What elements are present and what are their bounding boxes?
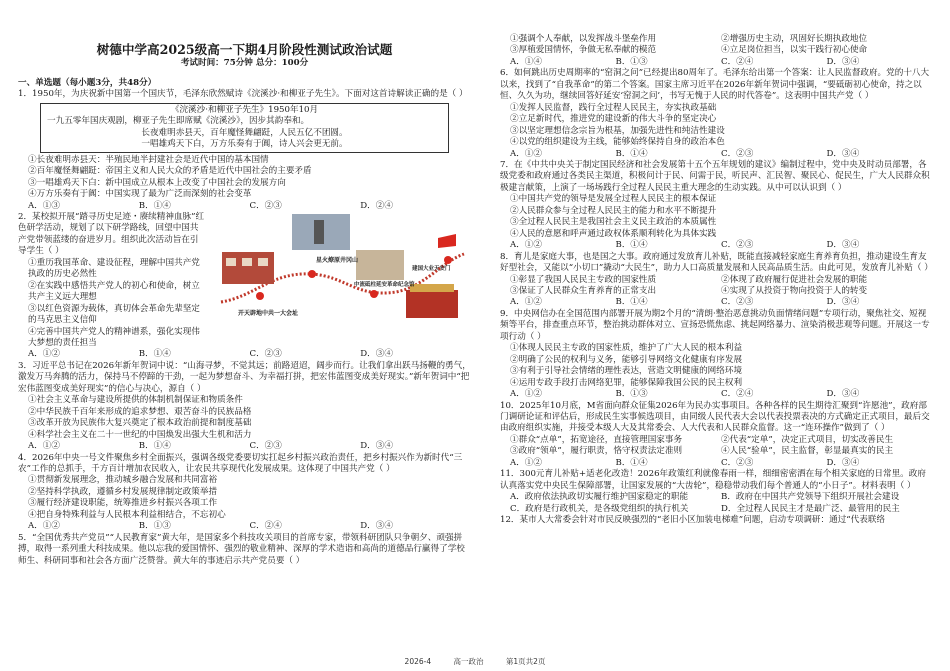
option: ②体现了政府履行促进社会发展的职能 xyxy=(721,274,868,285)
choice-c[interactable]: C．政府是行政机关，是各级党组织的执行机关 xyxy=(510,503,689,514)
answer-choices xyxy=(500,240,932,251)
choice-a[interactable]: A．①② xyxy=(510,457,542,468)
option: ④万方乐奏有于阗：中国实现了最为广泛而深刻的社会变革 xyxy=(28,189,252,200)
footer-date: 2026-4 xyxy=(404,657,432,666)
map-pin-icon xyxy=(444,256,452,264)
choice-d[interactable]: D．②④ xyxy=(360,200,393,211)
option: ①重历我国革命、建设征程，理解中国共产党执政的历史必然性 xyxy=(28,257,200,280)
choice-row xyxy=(500,492,932,503)
option: ④以党的组织建设为主线，能够始终保持自身的政治本色 xyxy=(510,137,725,148)
footer-page: 第1页共2页 xyxy=(505,657,546,666)
option: ①长夜难明赤县天：半殖民地半封建社会是近代中国的基本国情 xyxy=(28,154,269,165)
question-stem: 6．如何跳出历史周期率的“窑洞之问”已经提出80周年了。毛泽东给出第一个答案：让人民监督政府。党的十八大以来，找到了“自我革命”的第二个答案。国家主席习近平在2026年新年贺词中强调，“要砥砺初心使命，持之以恒、久久为功，继续回答好延安‘窑洞之问’，书写无愧于人民的时代答卷”。这表明中国共产党（ ） xyxy=(500,68,930,102)
poem-line: 《浣溪沙·和柳亚子先生》1950年10月 xyxy=(170,104,319,115)
option: ②增强历史主动，巩固好长期执政地位 xyxy=(721,34,868,44)
question-11 xyxy=(500,469,932,515)
option: ③全过程人民民主是我国社会主义民主政治的本质属性 xyxy=(510,217,717,228)
answer-choices xyxy=(18,349,471,360)
map-label: 开天辟地中共一大会址 xyxy=(238,309,299,317)
question-stem: 10．2025年10月底，M省面向群众征集2026年为民办实事项目。各种各样的民生期待汇聚到“许愿池”，政府部门调研论证和评估后，形成民生实事候选项目，由同级人民代表大会以代表投票表决的方式确定正式项目，最后交由政府组织实施，并接受本级人大及其常委会、人大代表和人民群众监督。这一“连环操作”做到了（ ） xyxy=(500,400,930,434)
page-footer xyxy=(0,656,950,667)
option: ④立足岗位担当，以实干践行初心使命 xyxy=(721,45,868,56)
choice-c[interactable]: C．②③ xyxy=(249,441,282,452)
option: ③有利于引导社会情绪的理性表达，营造文明健康的网络环境 xyxy=(510,366,743,377)
choice-b[interactable]: B．①④ xyxy=(615,457,648,468)
map-label: 中流砥柱延安革命纪念馆 xyxy=(354,281,415,288)
option: ①强调个人奉献，以发挥战斗堡垒作用 xyxy=(510,34,657,44)
question-5-continued xyxy=(500,34,932,68)
choice-d[interactable]: D．③④ xyxy=(826,297,860,308)
option: ①发挥人民监督，践行全过程人民民主，夯实执政基础 xyxy=(510,102,717,113)
option-row xyxy=(500,286,932,297)
choice-c[interactable]: C．②④ xyxy=(249,521,282,532)
option: ④人民的意愿和呼声通过政权体系顺利转化为具体实践 xyxy=(510,228,717,239)
answer-choices xyxy=(18,521,471,532)
option: ③厚植爱国情怀，争做无私奉献的模范 xyxy=(510,45,657,56)
question-stem: 12．某市人大常委会针对市民反映强烈的“老旧小区加装电梯难”问题，启动专项调研：通过“代表联络 xyxy=(500,515,886,526)
choice-d[interactable]: D．③④ xyxy=(826,56,860,67)
option: ④科学社会主义在二十一世纪的中国焕发出强大生机和活力 xyxy=(28,429,252,440)
map-label: 建国大业天安门 xyxy=(412,265,451,272)
left-column xyxy=(18,0,471,567)
option: ③以坚定理想信念宗旨为根基，加强先进性和纯洁性建设 xyxy=(510,125,725,136)
answer-choices xyxy=(500,297,932,308)
option: ②代表“定单”，决定正式项目，切实改善民生 xyxy=(721,434,894,445)
choice-c[interactable]: C．②③ xyxy=(249,349,282,360)
answer-choices xyxy=(500,149,932,160)
option: ②人民群众参与全过程人民民主的能力和水平不断提升 xyxy=(510,205,717,216)
choice-a[interactable]: A．①② xyxy=(28,521,60,532)
option: ②百年魔怪舞翩跹：帝国主义和人民大众的矛盾是近代中国社会的主要矛盾 xyxy=(28,166,312,177)
option: ③政府“领单”，履行职责，恪守权责法定准则 xyxy=(510,446,683,457)
question-stem: 1．1950年，为庆祝新中国第一个国庆节，毛泽东欣然赋诗《浣溪沙·和柳亚子先生》。下面对这首诗解读正确的是（ ） xyxy=(18,89,468,100)
question-10 xyxy=(500,401,932,470)
option: ④完善中国共产党人的精神谱系，强化实现伟大梦想的责任担当 xyxy=(28,326,200,348)
choice-a[interactable]: A．①② xyxy=(510,148,542,159)
option: ①贯彻新发展理念，推动城乡融合发展和共同富裕 xyxy=(28,475,218,486)
question-stem: 5．“全国优秀共产党员”“人民教育家”黄大年，是国家多个科技攻关项目的首席专家，带领科研团队只争朝夕、顽强拼搏，取得一系列重大科技成果。他以忘我的爱国情怀、强烈的敬业精神、深厚的学术造诣和高尚的道德品行赢得了学校师生、科研同事和社会各方面广泛赞誉。黄大年的事迹启示共产党员要（ ） xyxy=(18,532,465,566)
choice-d[interactable]: D．③④ xyxy=(360,521,393,532)
exam-title: 树德中学高2025级高一下期4月阶段性测试政治试题 xyxy=(96,42,393,57)
answer-choices xyxy=(500,458,932,469)
option: ④运用专政手段打击网络犯罪，能够保障我国公民的民主权利 xyxy=(510,377,743,388)
answer-choices xyxy=(500,57,932,68)
choice-c[interactable]: C．②③ xyxy=(721,240,754,251)
question-stem: 2．某校拟开展“踏寻历史足迹・赓续精神血脉”红色研学活动，规划了以下研学路线，回望中国共产党带领蓝缕的奋进岁月。组织此次活动旨在引导学生（ ） xyxy=(18,211,205,257)
option: ①中国共产党的领导是发展全过程人民民主的根本保证 xyxy=(510,194,717,205)
choice-b[interactable]: B．①③ xyxy=(615,56,648,67)
choice-c[interactable]: C．②④ xyxy=(721,56,754,67)
section-heading: 一、单选题（每小题3分，共48分） xyxy=(18,78,157,88)
map-label: 星火燎原井冈山 xyxy=(316,256,359,264)
choice-d[interactable]: D．③④ xyxy=(826,240,860,251)
choice-b[interactable]: B．政府在中国共产党领导下组织开展社会建设 xyxy=(721,492,900,503)
choice-d[interactable]: D．③④ xyxy=(360,349,393,360)
question-6 xyxy=(500,68,932,160)
choice-b[interactable]: B．①④ xyxy=(615,297,648,308)
question-3 xyxy=(18,361,471,453)
question-stem: 7．在《中共中央关于制定国民经济和社会发展第十五个五年规划的建议》编制过程中，党中央及时动员部署，各级党委和政府通过各类民主渠道，积极问计于民、问需于民，听民声、汇民智、聚民心、促民生，广大人民群众积极建言献策，上演了一场场践行全过程人民民主重大理念的生动实践。从中可以认识到（ ） xyxy=(500,159,930,193)
option: ①体现人民民主专政的国家性质，维护了广大人民的根本利益 xyxy=(510,343,743,354)
question-2 xyxy=(18,212,471,361)
choice-a[interactable]: A．政府依法执政切实履行维护国家稳定的职能 xyxy=(510,492,689,503)
right-column xyxy=(500,34,932,526)
question-stem: 4．2026年中央一号文件聚焦乡村全面振兴，强调各级党委要切实扛起乡村振兴政治责任，把乡村振兴作为新时代“三农”工作的总抓手，千方百计增加农民收入，让农民共享现代化发展成果。这体现了中国共产党（ ） xyxy=(18,452,463,474)
choice-d[interactable]: D．③④ xyxy=(826,148,860,159)
option: ③履行经济建设职能，统筹推进乡村振兴各项工作 xyxy=(28,498,218,509)
option: ④人民“验单”，民主监督，彰显最真实的民主 xyxy=(721,446,894,457)
option: ③一唱雄鸡天下白：新中国成立从根本上改变了中国社会的发展方向 xyxy=(28,177,286,188)
choice-b[interactable]: B．①④ xyxy=(615,240,648,251)
question-stem: 8．育儿是家庭大事，也是国之大事。政府通过发放育儿补贴，既能直接减轻家庭生育养育负担，推动建设生育友好型社会，又能以“小切口”撬动“大民生”，助力人口高质量发展和人民高品质生活。由此可见，发放育儿补贴（ ） xyxy=(500,251,933,274)
choice-b[interactable]: B．①③ xyxy=(615,389,648,400)
option: ③以红色资源为载体，真切体会革命先辈坚定的马克思主义信仰 xyxy=(28,303,200,326)
choice-a[interactable]: A．①③ xyxy=(28,200,60,211)
option: ①社会主义革命与建设所提供的体制机制保证和物质条件 xyxy=(28,395,243,406)
option: ②立足新时代，推进党的建设新的伟大斗争的坚定决心 xyxy=(510,114,717,125)
question-stem: 9．中央网信办在全国范围内部署开展为期2个月的“清朗·整治恶意挑动负面情绪问题”专项行动，聚焦社交、短视频等平台，排查重点环节，整治挑动群体对立、宣扬恐慌焦虑、挑起网络暴力、渲染消极悲观等问题。开展这一专项行动（ ） xyxy=(500,308,930,342)
question-stem: 11．300元育儿补贴+适老化改造！2026年政策红利就像春雨一样，细细密密洒在每个相关家庭的日常里。政府认真落实党中央民生保障部署，让国家发展的“大齿轮”，稳稳带动我们每个普通人的“小日子”。材料表明（ ） xyxy=(500,469,926,491)
option-row xyxy=(500,34,932,45)
question-7 xyxy=(500,160,932,252)
choice-c[interactable]: C．②③ xyxy=(721,297,754,308)
choice-a[interactable]: A．①② xyxy=(510,389,542,400)
choice-d[interactable]: D．③④ xyxy=(360,441,393,452)
choice-b[interactable]: B．①④ xyxy=(138,441,171,452)
question-5 xyxy=(18,533,471,567)
choice-a[interactable]: A．①② xyxy=(28,441,60,452)
map-pin-icon xyxy=(370,290,378,298)
question-4 xyxy=(18,453,471,533)
choice-row xyxy=(500,504,932,515)
choice-b[interactable]: B．①④ xyxy=(138,200,171,211)
question-8 xyxy=(500,252,932,309)
option: ①彰显了我国人民民主专政的国家性质 xyxy=(510,274,657,285)
option-row xyxy=(500,45,932,56)
choice-d[interactable]: D．全过程人民民主才是最广泛、最管用的民主 xyxy=(721,503,900,514)
option: ④把自身特殊利益与人民根本利益相结合，不忘初心 xyxy=(28,509,226,520)
choice-b[interactable]: B．①③ xyxy=(138,521,171,532)
choice-a[interactable]: A．①② xyxy=(510,297,542,308)
answer-choices xyxy=(18,441,471,452)
answer-choices xyxy=(18,201,471,212)
question-12 xyxy=(500,515,932,526)
option-row xyxy=(500,435,932,446)
footer-subject: 高一政治 xyxy=(453,657,484,666)
choice-c[interactable]: C．②③ xyxy=(249,200,282,211)
choice-b[interactable]: B．①④ xyxy=(138,349,171,360)
red-route-map xyxy=(216,214,468,320)
choice-a[interactable]: A．①④ xyxy=(510,56,542,67)
question-9 xyxy=(500,309,932,401)
map-pin-icon xyxy=(308,270,316,278)
choice-a[interactable]: A．①② xyxy=(510,240,542,251)
poem-line: 一唱雄鸡天下白，万方乐奏有于阗，诗人兴会更无前。 xyxy=(141,139,348,150)
option-row xyxy=(500,275,932,286)
option: ④实现了从投资于物向投资于人的转变 xyxy=(721,285,868,296)
option: ②中华民族千百年来形成的追求梦想、艰苦奋斗的民族品格 xyxy=(28,406,252,417)
poem-box xyxy=(40,103,449,153)
option: ③保证了人民群众生育养育的正常支出 xyxy=(510,285,657,296)
exam-subtitle: 考试时间：75分钟 总分：100分 xyxy=(180,58,309,68)
choice-c[interactable]: C．②④ xyxy=(721,389,754,400)
choice-c[interactable]: C．②③ xyxy=(721,457,754,468)
question-stem: 3．习近平总书记在2026年新年贺词中说：“山海寻梦，不觉其远；前路迢迢，阔步而行。让我们拿出跃马扬鞭的勇气，激发万马奔腾的活力，保持马不停蹄的干劲，一起为梦想奋斗、为幸福打拼，把宏伟蓝图变成美好现实。”新年贺词中“把宏伟蓝图变成美好现实”的信心与决心，源自（ ） xyxy=(18,360,471,394)
map-pin-icon xyxy=(256,292,264,300)
choice-a[interactable]: A．①② xyxy=(28,349,60,360)
choice-d[interactable]: D．③④ xyxy=(826,389,860,400)
choice-b[interactable]: B．①④ xyxy=(615,148,648,159)
poem-line: 长夜难明赤县天，百年魔怪舞翩跹，人民五亿不团圆。 xyxy=(141,127,348,138)
option-row xyxy=(500,446,932,457)
poem-line: 一九五零年国庆观剧，柳亚子先生即席赋《浣溪沙》，因步其韵奉和。 xyxy=(47,116,310,127)
option: ③改革开放为民族伟大复兴奠定了根本政治前提和制度基础 xyxy=(28,418,252,429)
option: ②在实践中感悟共产党人的初心和使命，树立共产主义远大理想 xyxy=(28,280,200,303)
choice-c[interactable]: C．②③ xyxy=(721,148,754,159)
option: ②明确了公民的权利与义务，能够引导网络文化健康有序发展 xyxy=(510,354,743,365)
choice-d[interactable]: D．③④ xyxy=(826,457,860,468)
question-1 xyxy=(18,89,471,212)
answer-choices xyxy=(500,389,932,400)
option: ①群众“点单”，拓宽途径，直接管理国家事务 xyxy=(510,434,683,445)
option: ②坚持科学执政，遵循乡村发展规律制定政策举措 xyxy=(28,486,218,497)
